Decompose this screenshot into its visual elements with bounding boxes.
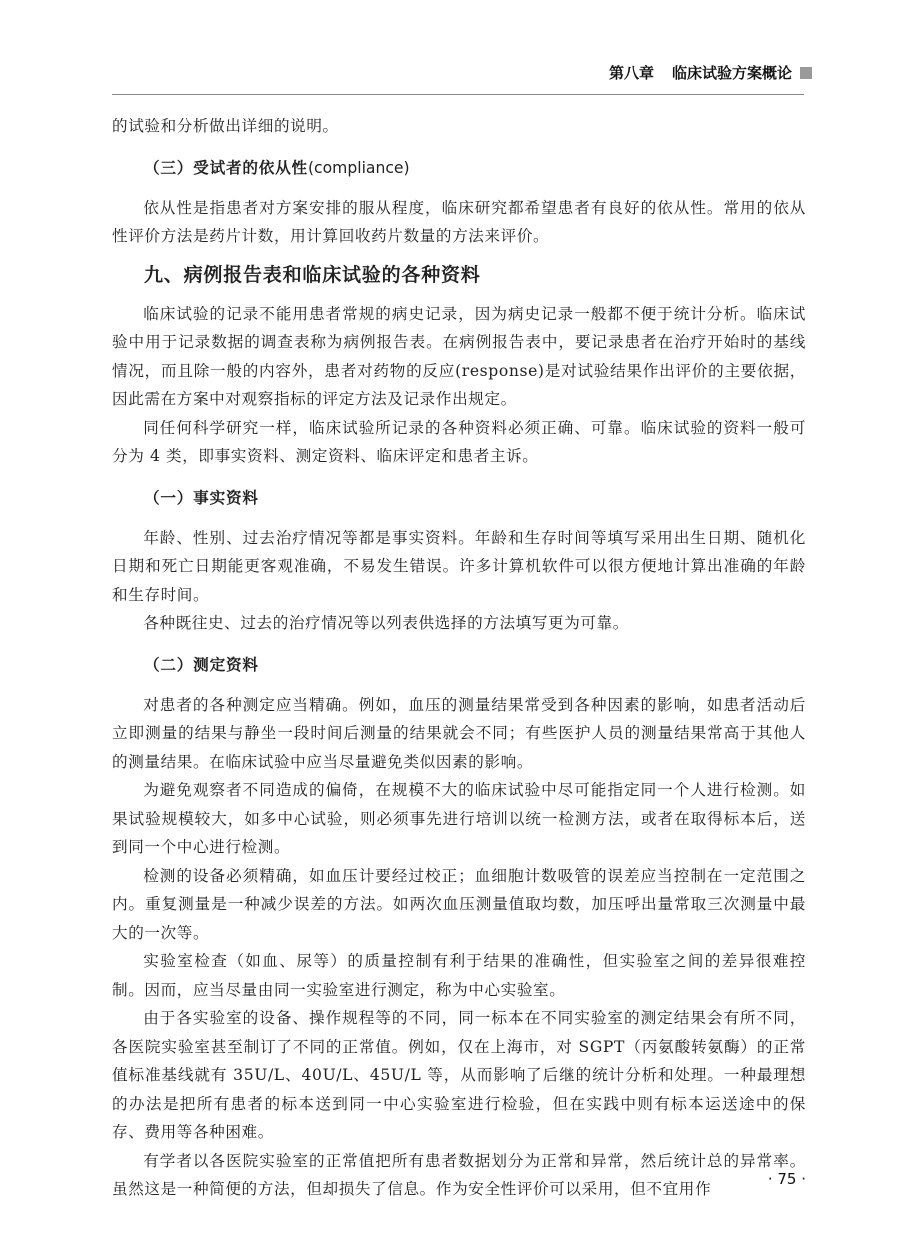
section-heading-9: 九、病例报告表和临床试验的各种资料	[144, 263, 481, 286]
paragraph-continued: 的试验和分析做出详细的说明。	[112, 117, 339, 135]
paragraph-lab-quality: 实验室检查（如血、尿等）的质量控制有利于结果的准确性，但实验室之间的差异很难控制。因而，应当尽量由同一实验室进行测定，称为中心实验室。	[112, 952, 806, 999]
subheading-compliance	[112, 154, 806, 182]
header-square-icon	[800, 67, 812, 79]
page-body	[112, 112, 806, 1204]
paragraph-data-types: 同任何科学研究一样，临床试验所记录的各种资料必须正确、可靠。临床试验的资料一般可分为 4 类，即事实资料、测定资料、临床评定和患者主诉。	[112, 418, 806, 465]
paragraph-history: 各种既往史、过去的治疗情况等以列表供选择的方法填写更为可靠。	[143, 614, 630, 632]
paragraph-measurement-precision: 对患者的各种测定应当精确。例如，血压的测量结果常受到各种因素的影响，如患者活动后立即测量的结果与静坐一段时间后测量的结果就会不同；有些医护人员的测量结果常高于其他人的测量结果。在临床试验中应当尽量避免类似因素的影响。	[112, 695, 806, 771]
page-number: · 75 ·	[767, 1170, 806, 1188]
paragraph-compliance: 依从性是指患者对方案安排的服从程度，临床研究都希望患者有良好的依从性。常用的依从性评价方法是药片计数，用计算回收药片数量的方法来评价。	[112, 198, 806, 245]
paragraph-factual-data: 年龄、性别、过去治疗情况等都是事实资料。年龄和生存时间等填写采用出生日期、随机化日期和死亡日期能更客观准确，不易发生错误。许多计算机软件可以很方便地计算出准确的年龄和生存时间。	[112, 528, 806, 604]
paragraph-equipment: 检测的设备必须精确，如血压计要经过校正；血细胞计数吸管的误差应当控制在一定范围之内。重复测量是一种减少误差的方法。如两次血压测量值取均数，加压呼出量常取三次测量中最大的一次等。	[112, 866, 806, 942]
chapter-title: 临床试验方案概论	[671, 64, 792, 82]
header-rule	[112, 94, 804, 95]
subheading-compliance-text: （三）受试者的依从性	[144, 158, 308, 177]
paragraph-abnormal-rate: 有学者以各医院实验室的正常值把所有患者数据划分为正常和异常，然后统计总的异常率。虽然这是一种简便的方法，但却损失了信息。作为安全性评价可以采用，但不宜用作	[112, 1151, 806, 1198]
chapter-number: 第八章	[608, 64, 654, 82]
paragraph-normal-values: 由于各实验室的设备、操作规程等的不同，同一标本在不同实验室的测定结果会有所不同，各医院实验室甚至制订了不同的正常值。例如，仅在上海市，对 SGPT（丙氨酸转氨酶）的正常值标准基线就有 35U/L、40U/L、45U/L 等，从而影响了后继的统计分析和处理。一种最理想的办法是把所有患者的标本送到同一中心实验室进行检验，但在实践中则有标本运送途中的保存、费用等各种困难。	[112, 1009, 806, 1141]
running-header	[609, 62, 812, 83]
subheading-factual-data: （一）事实资料	[144, 488, 259, 507]
subheading-measurement-data: （二）测定资料	[144, 655, 259, 674]
paragraph-observer-bias: 为避免观察者不同造成的偏倚，在规模不大的临床试验中尽可能指定同一个人进行检测。如果试验规模较大，如多中心试验，则必须事先进行培训以统一检测方法，或者在取得标本后，送到同一个中心进行检测。	[112, 781, 806, 856]
subheading-compliance-english: (compliance)	[307, 158, 410, 177]
paragraph-case-report-form: 临床试验的记录不能用患者常规的病史记录，因为病史记录一般都不便于统计分析。临床试验中用于记录数据的调查表称为病例报告表。在病例报告表中，要记录患者在治疗开始时的基线情况，而且除一般的内容外，患者对药物的反应(response)是对试验结果作出评价的主要依据，因此需在方案中对观察指标的评定方法及记录作出规定。	[112, 304, 806, 408]
